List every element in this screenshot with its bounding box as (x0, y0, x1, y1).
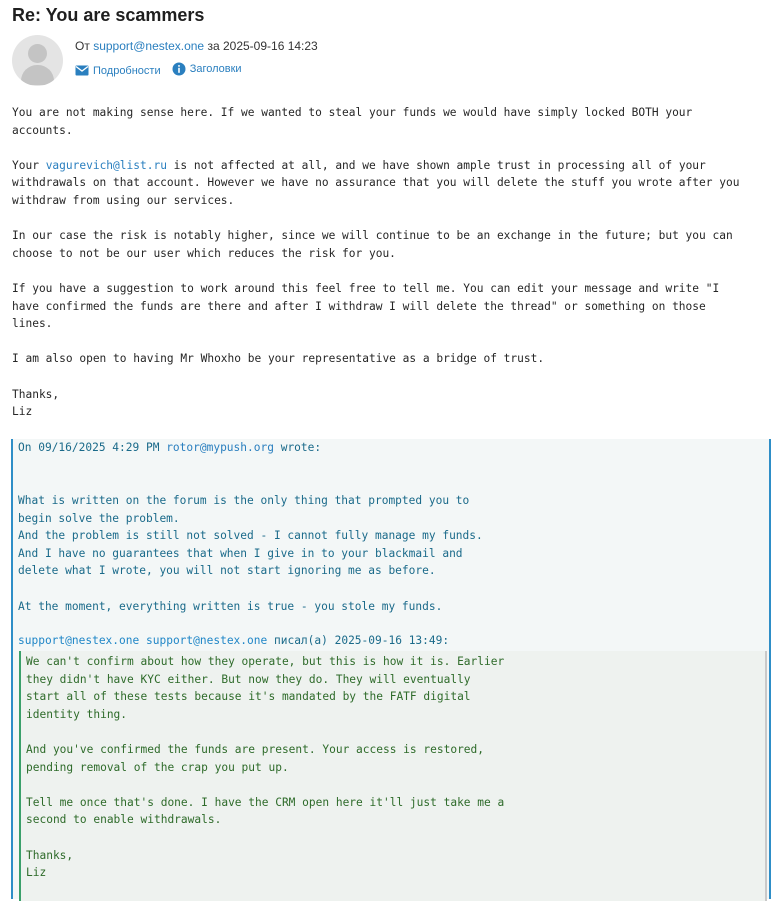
sender-line (75, 39, 318, 53)
headers-label: Заголовки (189, 63, 242, 75)
nested-quoted-message (19, 651, 767, 901)
inner-paragraph-1: We can't confirm about how they operate, but this is how it is. Earlier they didn't have KYC either. But now they do. They will eventually start all of these tests because it's mandated by the FATF digital identity thing. (26, 655, 505, 721)
body-signature: Thanks, Liz (12, 387, 60, 419)
body-paragraph-1: You are not making sense here. If we wanted to steal your funds we would have simply locked BOTH your accounts. (12, 106, 693, 137)
details-label: Подробности (93, 64, 161, 77)
quote-author-email[interactable]: rotor@mypush.org (166, 441, 274, 454)
body-paragraph-3: In our case the risk is notably higher, since we will continue to be an exchange in the future; but you can choose to not be our user which reduces the risk for you. (12, 229, 733, 260)
date-prefix: за (207, 39, 220, 53)
attribution-email-2[interactable]: support@nestex.one (146, 634, 268, 647)
message-meta-links (75, 62, 250, 79)
info-icon (172, 62, 186, 76)
message-date: 2025-09-16 14:23 (222, 39, 318, 53)
inner-paragraph-2: And you've confirmed the funds are present. Your access is restored, pending removal of the crap you put up. (26, 742, 485, 774)
body-paragraph-5: I am also open to having Mr Whoxho be your representative as a bridge of trust. (12, 352, 545, 366)
quote-header: On 09/16/2025 4:29 PM rotor@mypush.org wrote: (18, 441, 322, 454)
quote-body (18, 492, 483, 633)
from-label: От (75, 39, 90, 53)
details-link[interactable] (75, 65, 161, 77)
mentioned-email-link[interactable]: vagurevich@list.ru (45, 158, 167, 172)
message-subject: Re: You are scammers (12, 5, 205, 25)
quote-attribution: support@nestex.one support@nestex.one писал(а) 2025-09-16 13:49: (18, 634, 450, 647)
quoted-message (11, 439, 771, 899)
envelope-icon (75, 65, 89, 76)
quote-paragraph-1: What is written on the forum is the only thing that prompted you to begin solve the problem. And the problem is still not solved - I cannot fully manage my funds. And I have no guarantees that when I give in to your blackmail and delete what I wrote, you will not start ignoring me as before. (18, 494, 483, 578)
body-paragraph-4: If you have a suggestion to work around this feel free to tell me. You can edit your message and write "I have confirmed the funds are there and after I withdraw I will delete the thread" or something on those lines. (12, 281, 720, 331)
user-avatar-icon (12, 35, 63, 86)
headers-link[interactable] (172, 62, 242, 76)
sender-email-link[interactable]: support@nestex.one (93, 39, 205, 53)
body-paragraph-2: Your vagurevich@list.ru is not affected at all, and we have shown ample trust in processing all of your withdrawals on that account. However we have no assurance that you will delete the stuff you wrote after you withdraw from using our services. (12, 158, 740, 207)
quote-paragraph-2: At the moment, everything written is true - you stole my funds. (18, 599, 443, 613)
inner-paragraph-3: Tell me once that's done. I have the CRM open here it'll just take me a second to enable withdrawals. (26, 795, 505, 827)
inner-signature: Thanks, Liz (26, 848, 74, 880)
message-body (12, 104, 774, 438)
attribution-email-1[interactable]: support@nestex.one (18, 634, 140, 647)
